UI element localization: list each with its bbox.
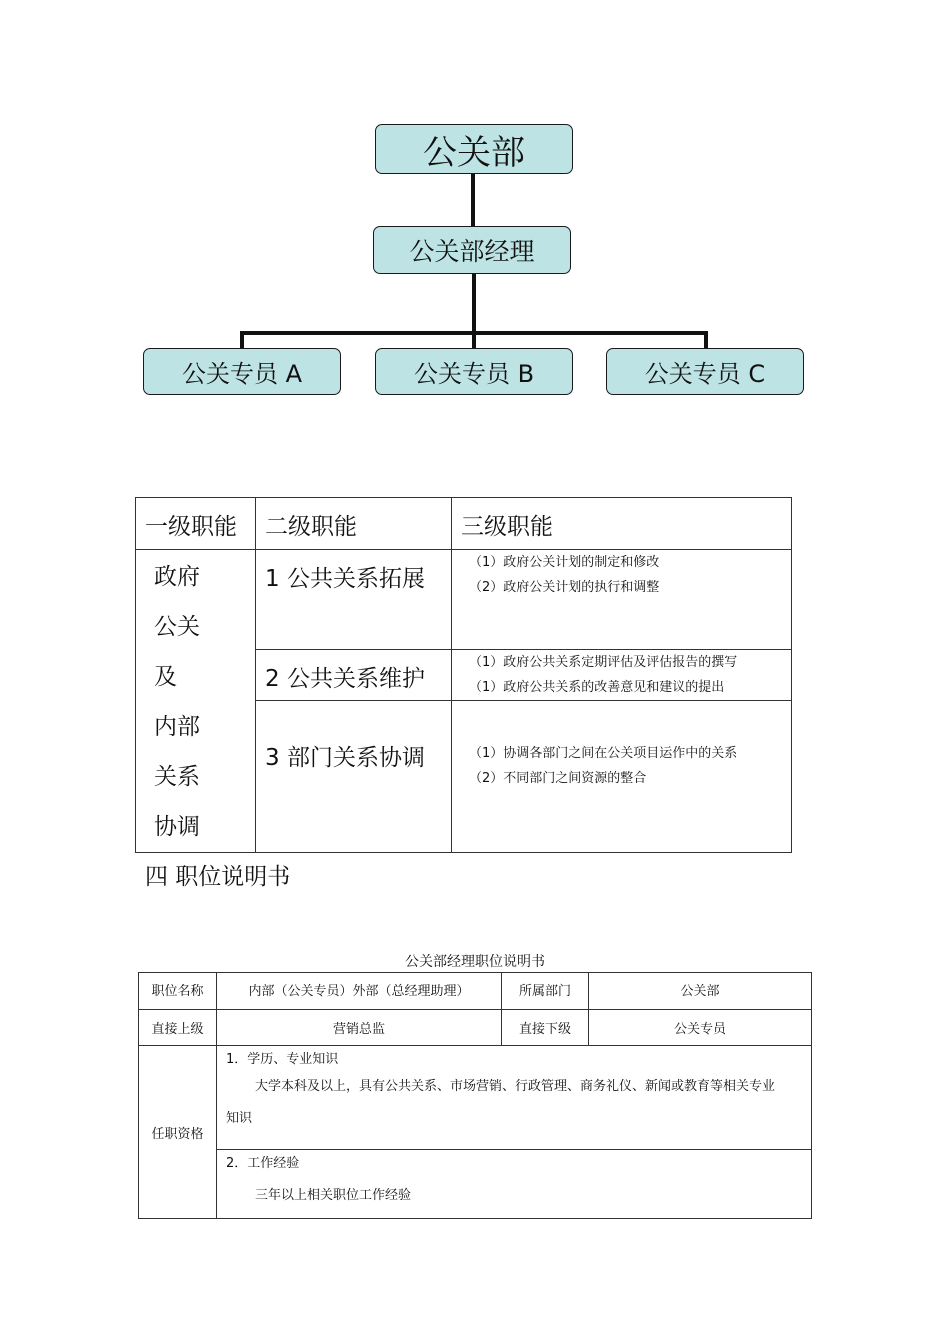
superior-label: 直接上级 (139, 1010, 217, 1046)
edu-text: 大学本科及以上，具有公共关系、市场营销、行政管理、商务礼仪、新闻或教育等相关专业 (255, 1079, 776, 1094)
org-box-staff-a (143, 348, 341, 395)
level2-cell: 3 部门关系协调 (265, 745, 425, 772)
edu-cell (217, 1046, 812, 1150)
level3-item: （1）政府公共关系定期评估及评估报告的撰写 (469, 654, 738, 670)
jd-title: 公关部经理职位说明书 (405, 954, 545, 970)
level1-line: 公关 (154, 614, 200, 640)
header-level2: 二级职能 (265, 514, 357, 540)
dept-label: 所属部门 (502, 973, 589, 1010)
exp-heading: 2．工作经验 (226, 1156, 300, 1171)
qual-label: 任职资格 (139, 1046, 217, 1219)
table-row (139, 1010, 812, 1046)
org-box-staff-b (375, 348, 573, 395)
dept-value: 公关部 (589, 973, 812, 1010)
level1-cell (136, 550, 256, 853)
job-description-table (138, 972, 812, 1219)
level1-line: 内部 (154, 714, 200, 740)
level1-line: 关系 (154, 764, 200, 790)
level3-item: （2）不同部门之间资源的整合 (469, 771, 647, 787)
exp-text: 三年以上相关职位工作经验 (255, 1188, 412, 1203)
section-title: 四 职位说明书 (145, 864, 291, 890)
subordinate-label: 直接下级 (502, 1010, 589, 1046)
table-row (136, 550, 792, 650)
level3-item: （1）协调各部门之间在公关项目运作中的关系 (469, 746, 738, 762)
header-level1: 一级职能 (145, 514, 237, 540)
position-label: 职位名称 (139, 973, 217, 1010)
org-box-staff-c (606, 348, 804, 395)
org-box-department (375, 124, 573, 174)
level3-item: （1）政府公共关系的改善意见和建议的提出 (469, 679, 725, 695)
level1-line: 政府 (154, 564, 200, 590)
level3-item: （1）政府公关计划的制定和修改 (469, 555, 660, 570)
level1-line: 及 (154, 664, 177, 690)
header-level3: 三级职能 (461, 514, 553, 540)
edu-heading: 1．学历、专业知识 (226, 1052, 339, 1067)
subordinate-value: 公关专员 (589, 1010, 812, 1046)
org-staff-label: 公关专员 A (181, 360, 303, 388)
table-row (139, 1046, 812, 1150)
level2-cell: 2 公共关系维护 (265, 665, 425, 692)
org-manager-label: 公关部经理 (409, 237, 535, 266)
org-staff-label: 公关专员 C (644, 360, 766, 388)
org-connector (472, 331, 476, 348)
org-box-manager (373, 226, 571, 274)
org-connector (471, 174, 475, 226)
org-department-label: 公关部 (423, 132, 525, 173)
edu-text: 知识 (226, 1111, 253, 1126)
table-row (139, 973, 812, 1010)
table-row (139, 1150, 812, 1219)
org-connector (472, 274, 476, 333)
org-connector (704, 331, 708, 348)
superior-value: 营销总监 (217, 1010, 502, 1046)
table-header-row (136, 498, 792, 550)
position-value: 内部（公关专员）外部（总经理助理） (217, 973, 502, 1010)
exp-cell (217, 1150, 812, 1219)
level2-cell: 1 公共关系拓展 (265, 566, 425, 592)
function-table (135, 497, 792, 853)
org-staff-label: 公关专员 B (413, 360, 535, 388)
level3-item: （2）政府公关计划的执行和调整 (469, 580, 660, 595)
org-connector (240, 331, 244, 348)
level1-line: 协调 (154, 814, 200, 840)
